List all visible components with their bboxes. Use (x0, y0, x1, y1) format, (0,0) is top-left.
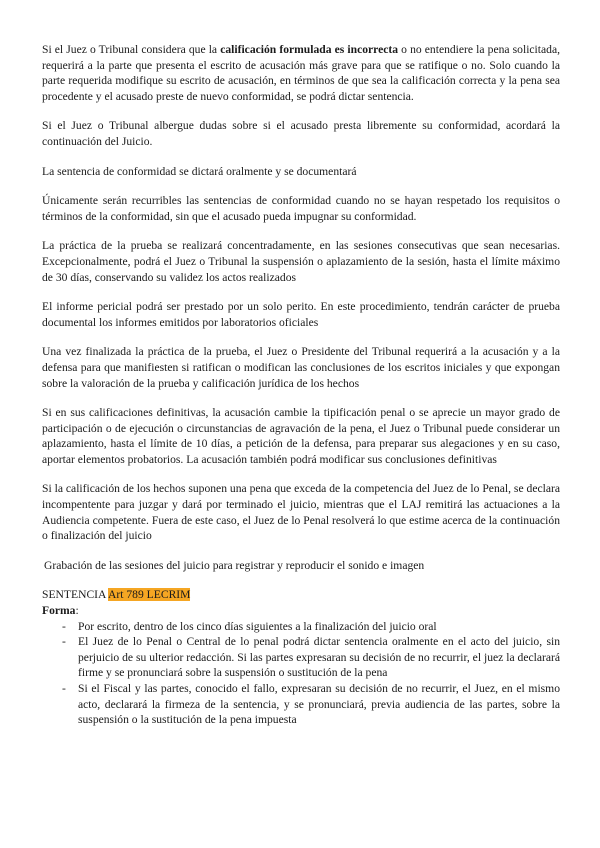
forma-heading (42, 603, 560, 619)
sentencia-heading (42, 587, 560, 603)
list-item: - Si el Fiscal y las partes, conocido el fallo, expresaran su decisión de no recurrir, el Juez, en el mismo acto, declarará la firmeza de la sentencia, y se pronunciará, previa audiencia de las partes, sobre la suspensión o la sustitución de la pena impuesta (62, 681, 560, 728)
forma-list (42, 619, 560, 728)
bold-phrase: calificación formulada es incorrecta (220, 43, 399, 56)
list-item: - Por escrito, dentro de los cinco días siguientes a la finalización del juicio oral (62, 619, 560, 635)
forma-label: Forma (42, 604, 76, 618)
paragraph-calificacion-incorrecta (42, 42, 560, 104)
paragraph-informe-pericial: El informe pericial podrá ser prestado por un solo perito. En este procedimiento, tendrán carácter de prueba documental los informes emitidos por laboratorios oficiales (42, 300, 560, 329)
paragraph-practica-prueba: La práctica de la prueba se realizará concentradamente, en las sesiones consecutivas que sean necesarias. Excepcionalmente, podrá el Juez o Tribunal la suspensión o aplazamiento de la sesión, hasta el límite máximo de 30 días, conservando su validez los actos realizados (42, 239, 560, 284)
paragraph-competencia-juez: Si la calificación de los hechos suponen una pena que exceda de la competencia del Juez de lo Penal, se declara incompentente para juzgar y dará por terminado el juicio, mientras que el LAJ remitirá las actuaciones a la Audiencia competente. Fuera de este caso, el Juez de lo Penal resolverá lo que estime acerca de la continuación o finalización del juicio (42, 482, 560, 543)
paragraph-grabacion: Grabación de las sesiones del juicio para registrar y reproducir el sonido e imagen (44, 558, 425, 572)
list-item: - El Juez de lo Penal o Central de lo penal podrá dictar sentencia oralmente en el acto del juicio, sin perjuicio de su ulterior redacción. Si las partes expresaran su decisión de no recurrir, el juez la declarará firme y se pronunciará sobre la suspensión o sustitución de la pena (62, 634, 560, 681)
sentencia-label: SENTENCIA (42, 588, 109, 602)
paragraph-recurribles: Únicamente serán recurribles las sentencias de conformidad cuando no se hayan respetado los requisitos o términos de la conformidad, sin que el acusado pueda impugnar su conformidad. (42, 194, 560, 223)
article-highlight: Art 789 LECRIM (108, 588, 191, 602)
paragraph-finalizada-prueba: Una vez finalizada la práctica de la prueba, el Juez o Presidente del Tribunal requerirá a la acusación y a la defensa para que manifiesten si ratifican o modifican las conclusiones de los escritos iniciales y que expongan sobre la valoración de la prueba y calificación jurídica de los hechos (42, 345, 560, 390)
forma-colon: : (75, 604, 79, 618)
paragraph-dudas-conformidad: Si el Juez o Tribunal albergue dudas sobre si el acusado presta libremente su conformidad, acordará la continuación del Juicio. (42, 119, 560, 148)
paragraph-calificaciones-definitivas: Si en sus calificaciones definitivas, la acusación cambie la tipificación penal o se aprecie un mayor grado de participación o de ejecución o circunstancias de agravación de la pena, el Juez o Tribunal puede considerar un aplazamiento, hasta el límite de 10 días, a petición de la defensa, para preparar sus alegaciones y en su caso, aportar elementos probatorios. La acusación también podrá modificar sus conclusiones definitivas (42, 406, 560, 466)
paragraph-text: o no entendiere la pena solicitada, requerirá a la parte que presenta el escrito de acusación más grave para que se ratifique o no. Solo cuando la parte requerida modifique su escrito de acusación, en términos de que sea la calificación correcta y la pena sea procedente y el acusado preste de nuevo conformidad, se podrá dictar sentencia. (42, 43, 560, 103)
paragraph-sentencia-oral: La sentencia de conformidad se dictará oralmente y se documentará (42, 164, 357, 178)
paragraph-text: Si el Juez o Tribunal considera que la (42, 43, 221, 56)
